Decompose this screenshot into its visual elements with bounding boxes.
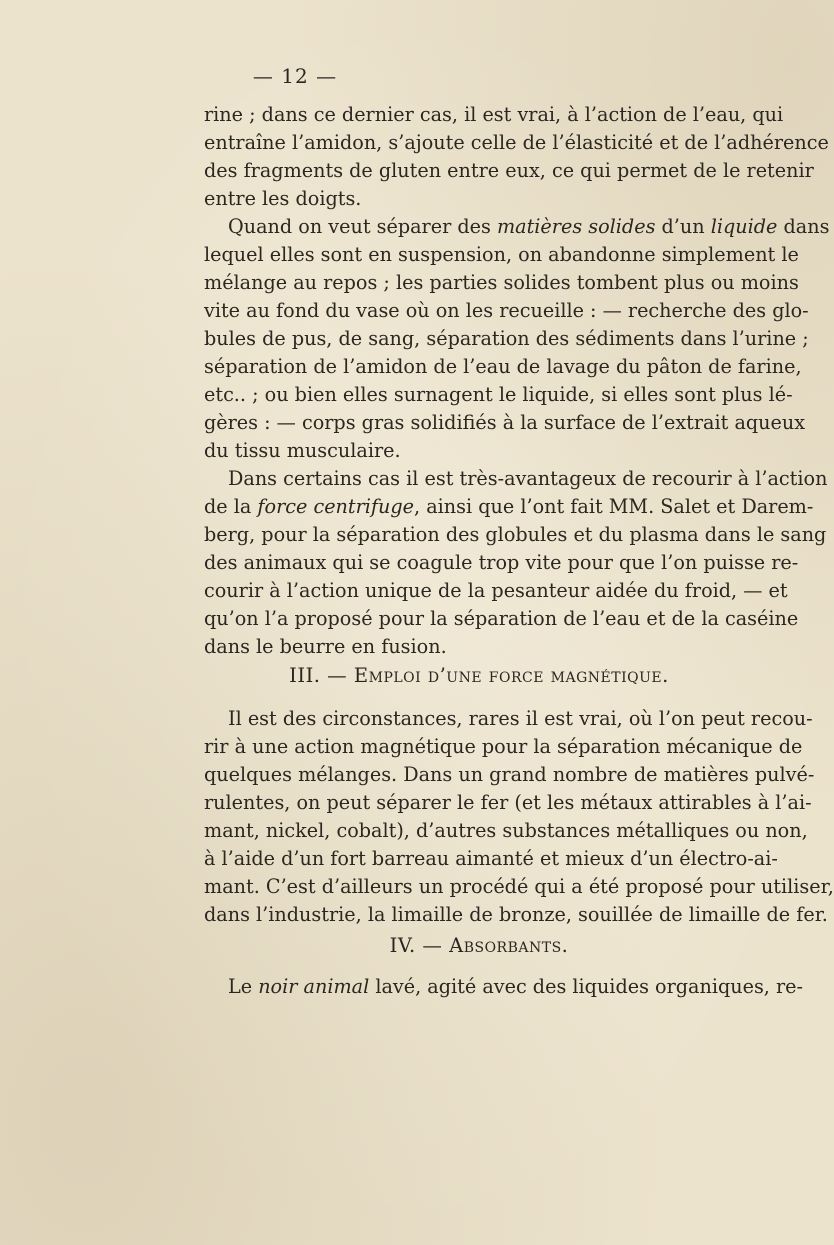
text-line: mant, nickel, cobalt), d’autres substances métalliques ou non, xyxy=(204,819,808,842)
text-line: dans le beurre en fusion. xyxy=(204,635,447,658)
text-line: rir à une action magnétique pour la séparation mécanique de xyxy=(204,735,803,758)
text-line: du tissu musculaire. xyxy=(204,439,401,462)
italic-term: matières solides xyxy=(496,215,656,238)
text-line: Il est des circonstances, rares il est vrai, où l’on peut recou- xyxy=(228,707,813,730)
text-line xyxy=(228,973,804,1000)
text-line: vite au fond du vase où on les recueille : — recherche des glo- xyxy=(204,299,809,322)
section-title: Absorbants. xyxy=(449,934,569,957)
text-line xyxy=(204,493,814,520)
text-line: mant. C’est d’ailleurs un procédé qui a été proposé pour utiliser, xyxy=(204,875,834,898)
text-line: séparation de l’amidon de l’eau de lavage du pâton de farine, xyxy=(204,355,802,378)
text-line: mélange au repos ; les parties solides tombent plus ou moins xyxy=(204,271,799,294)
italic-term: noir animal xyxy=(258,975,370,998)
section-heading xyxy=(204,932,754,959)
text-run: , ainsi que l’ont fait MM. Salet et Darem- xyxy=(414,495,814,518)
text-run: de la xyxy=(204,495,258,518)
text-line: des animaux qui se coagule trop vite pour que l’on puisse re- xyxy=(204,551,799,574)
text-line: Dans certains cas il est très-avantageux de recourir à l’action xyxy=(228,467,828,490)
text-line: berg, pour la séparation des globules et du plasma dans le sang xyxy=(204,523,827,546)
section-numeral: IV. — xyxy=(389,934,450,957)
text-run: Le xyxy=(228,975,259,998)
text-line: entre les doigts. xyxy=(204,187,362,210)
text-line: gères : — corps gras solidifiés à la surface de l’extrait aqueux xyxy=(204,411,806,434)
text-run: Quand on veut séparer des xyxy=(228,215,497,238)
text-line: lequel elles sont en suspension, on abandonne simplement le xyxy=(204,243,799,266)
page-number: — 12 — xyxy=(252,64,338,88)
italic-term: force centrifuge xyxy=(257,495,415,518)
text-line: courir à l’action unique de la pesanteur aidée du froid, — et xyxy=(204,579,788,602)
text-line: quelques mélanges. Dans un grand nombre de matières pulvé- xyxy=(204,763,815,786)
text-run: d’un xyxy=(655,215,711,238)
text-run: dans xyxy=(777,215,830,238)
text-line: entraîne l’amidon, s’ajoute celle de l’élasticité et de l’adhérence xyxy=(204,131,829,154)
section-numeral: III. — xyxy=(289,664,354,687)
section-heading xyxy=(204,662,754,689)
text-line: bules de pus, de sang, séparation des sédiments dans l’urine ; xyxy=(204,327,809,350)
section-title: Emploi d’une force magnétique. xyxy=(353,664,669,687)
text-line: etc.. ; ou bien elles surnagent le liquide, si elles sont plus lé- xyxy=(204,383,793,406)
text-line: dans l’industrie, la limaille de bronze, souillée de limaille de fer. xyxy=(204,903,828,926)
text-run: lavé, agité avec des liquides organiques, re- xyxy=(369,975,804,998)
text-line: des fragments de gluten entre eux, ce qui permet de le retenir xyxy=(204,159,814,182)
text-line: à l’aide d’un fort barreau aimanté et mieux d’un électro-ai- xyxy=(204,847,778,870)
text-line: qu’on l’a proposé pour la séparation de l’eau et de la caséine xyxy=(204,607,799,630)
text-line xyxy=(228,213,830,240)
text-line: rine ; dans ce dernier cas, il est vrai, à l’action de l’eau, qui xyxy=(204,103,784,126)
italic-term: liquide xyxy=(710,215,778,238)
text-line: rulentes, on peut séparer le fer (et les métaux attirables à l’ai- xyxy=(204,791,812,814)
